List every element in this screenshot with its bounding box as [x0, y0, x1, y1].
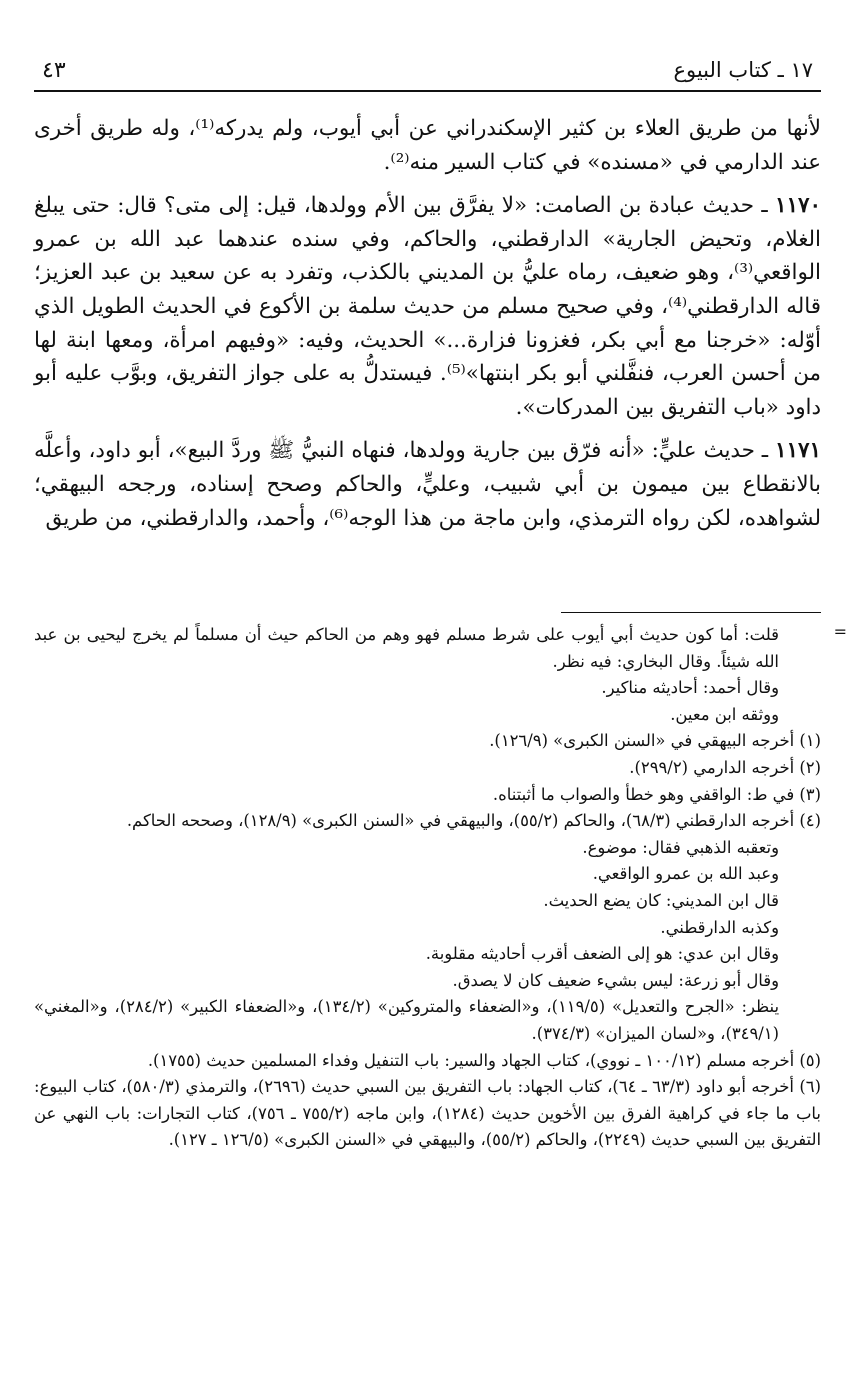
paragraph-continued: لأنها من طريق العلاء بن كثير الإسكندراني عن أبي أيوب، ولم يدركه⁽¹⁾، وله طريق أخرى عند الدارمي في «مسنده» في كتاب السير منه⁽²⁾. — [34, 116, 822, 175]
continuation-mark: = — [833, 622, 847, 641]
hadith-number: ١١٧١ — [775, 438, 821, 464]
footnote-line: وقال أحمد: أحاديثه مناكير. — [601, 678, 779, 698]
footnote-4: (٤) أخرجه الدارقطني (٦٨/٣)، والحاكم (٥٥/٢)، والبيهقي في «السنن الكبرى» (١٢٨/٩)، وصححه الحاكم. — [126, 811, 821, 831]
footnote-line: قال ابن المديني: كان يضع الحديث. — [543, 890, 779, 910]
footnote-3: (٣) في ط: الواقفي وهو خطأ والصواب ما أثبتناه. — [492, 784, 821, 804]
page-header — [34, 52, 821, 92]
hadith-number: ١١٧٠ — [775, 193, 821, 219]
footnote-line: ووثقه ابن معين. — [670, 704, 779, 724]
footnote-separator — [561, 612, 821, 613]
footnote-6: (٦) أخرجه أبو داود (٦٣/٣ ـ ٦٤)، كتاب الجهاد: باب التفريق بين السبي حديث (٢٦٩٦)، والترمذي (٥٨٠/٣)، كتاب البيوع: باب ما جاء في كراهية الفرق بين الأخوين حديث (١٢٨٤)، وابن ماجه (٧٥٥/٢ ـ ٧٥٦)، كتاب التجارات: باب النهي عن التفريق بين السبي حديث (٢٢٤٩)، والحاكم (٥٥/٢)، والبيهقي في «السنن الكبرى» (١٢٦/٥ ـ ١٢٧). — [34, 1077, 822, 1150]
hadith-1170 — [34, 189, 821, 424]
footnote-line: ينظر: «الجرح والتعديل» (١١٩/٥)، و«الضعفاء والمتروكين» (١٣٤/٢)، و«الضعفاء الكبير» (٢٨٤/٢)، و«المغني» (٣٤٩/١)، و«لسان الميزان» (٣٧٤/٣). — [34, 997, 780, 1043]
footnote-2: (٢) أخرجه الدارمي (٢٩٩/٢). — [629, 757, 821, 777]
hadith-text: ـ حديث عليٍّ: «أنه فرّق بين جارية وولدها، فنهاه النبيُّ ﷺ وردَّ البيع»، أبو داود، وأعلَّه بالانقطاع بين ميمون بن أبي شبيب، وعليٍّ، والحاكم وصحح إسناده، ورجحه البيهقي؛ لشواهده، لكن رواه الترمذي، وابن ماجة من هذا الوجه⁽⁶⁾، وأحمد، والدارقطني، من طريق — [34, 438, 821, 531]
running-title: ١٧ ـ كتاب البيوع — [673, 58, 813, 82]
hadith-1171 — [34, 434, 821, 535]
page-number: ٤٣ — [42, 58, 66, 83]
footnote-5: (٥) أخرجه مسلم (١٠٠/١٢ ـ نووي)، كتاب الجهاد والسير: باب التنفيل وفداء المسلمين حديث (١٧٥٥). — [147, 1050, 821, 1070]
footnote-line: وتعقبه الذهبي فقال: موضوع. — [582, 837, 779, 857]
hadith-text: ـ حديث عبادة بن الصامت: «لا يفرَّق بين الأم وولدها، قيل: إلى متى؟ قال: حتى يبلغ الغلام، وتحيض الجارية» الدارقطني، والحاكم، وفي سنده عندهما عبد الله بن عمرو الواقعي⁽³⁾، وهو ضعيف، رماه عليُّ بن المديني بالكذب، وتفرد به عن سعيد بن عبد العزيز؛ قاله الدارقطني⁽⁴⁾، وفي صحيح مسلم من حديث سلمة بن الأكوع في الحديث الطويل الذي أوّله: «خرجنا مع أبي بكر، فغزونا فزارة...» الحديث، وفيه: «وفيهم امرأة، ومعها ابنة لها من أحسن العرب، فنفَّلني أبو بكر ابنتها»⁽⁵⁾. فيستدلُّ به على جواز التفريق، وبوَّب عليه أبو داود «باب التفريق بين المدركات». — [34, 193, 821, 420]
footnote-line: وكذبه الدارقطني. — [660, 917, 779, 937]
header-rule — [34, 90, 821, 92]
footnote-line: وقال أبو زرعة: ليس بشيء ضعيف كان لا يصدق. — [452, 970, 779, 990]
footnote-1: (١) أخرجه البيهقي في «السنن الكبرى» (١٢٦/٩). — [489, 731, 821, 751]
footnote-continued: قلت: أما كون حديث أبي أيوب على شرط مسلم فهو وهم من الحاكم حيث أن مسلماً لم يخرج ليحيى بن عبد الله شيئاً. وقال البخاري: فيه نظر. — [34, 625, 779, 671]
footnotes — [34, 622, 847, 1154]
footnote-line: وعبد الله بن عمرو الواقعي. — [592, 864, 779, 884]
main-text — [34, 112, 821, 535]
footnote-line: وقال ابن عدي: هو إلى الضعف أقرب أحاديثه مقلوبة. — [425, 944, 779, 964]
